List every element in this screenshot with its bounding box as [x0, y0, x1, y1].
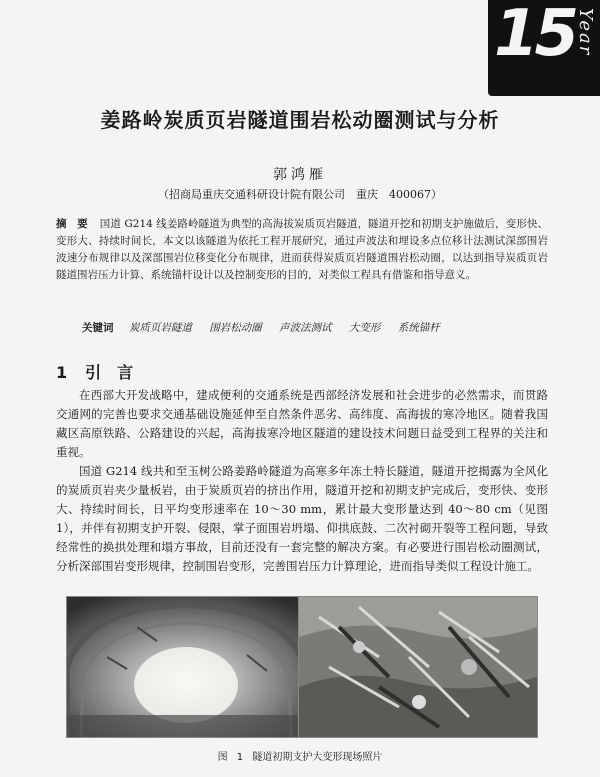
abstract-text: 国道 G214 线姜路岭隧道为典型的高海拔炭质页岩隧道，隧道开挖和初期支护施做后，变形快、变形大、持续时间长，本文以该隧道为依托工程开展研究，通过声波法和埋设多点位移计法测试深部围岩波速分布规律以及深部围岩位移变化分布规律，进而获得炭质页岩隧道围岩松动圈，以达到指导炭质页岩隧道围岩压力计算、系统锚杆设计以及控制变形的目的，对类似工程具有借鉴和指导意义。: [56, 218, 549, 281]
tunnel-arch-image: [67, 597, 305, 737]
abstract-label: 摘 要: [56, 218, 88, 230]
author-affiliation: （招商局重庆交通科研设计院有限公司 重庆 400067）: [158, 188, 442, 201]
keyword: 炭质页岩隧道: [128, 322, 192, 334]
figure-caption-text: 隧道初期支护大变形现场照片: [252, 752, 383, 763]
keyword: 围岩松动圈: [209, 322, 262, 334]
body-paragraph: 国道 G214 线共和至玉树公路姜路岭隧道为高寒多年冻土特长隧道，隧道开挖揭露为全风化的炭质页岩夹少量板岩，由于炭质页岩的挤出作用，隧道开挖和初期支护完成后，变形快、变形大、持续时间长，日平均变形速率在 10～30 mm，累计最大变形量达到 40～80 cm（见图1），并伴有初期支护开裂、侵限，掌子面围岩坍塌、仰拱底鼓、二次衬砌开裂等工程问题，导致经常性的换拱处理和塌方事故，目前还没有一套完整的解决方案。有必要进行围岩松动圈测试，分析深部围岩变形规律，控制围岩变形，完善围岩压力计算理论，进而指导类似工程设计施工。: [56, 464, 548, 573]
issue-number: 15: [494, 0, 576, 71]
journal-corner-tab: [488, 0, 600, 96]
tunnel-photo-right: [298, 596, 538, 738]
figure-caption: [0, 748, 600, 763]
deformation-image: [299, 597, 537, 737]
tunnel-photo-left: [66, 596, 306, 738]
abstract: [56, 216, 548, 284]
keywords-label: 关键词: [82, 322, 114, 334]
keyword: 声波法测试: [279, 322, 332, 334]
keyword: 大变形: [348, 322, 381, 334]
section-heading: [56, 360, 133, 383]
corner-word: Year: [575, 8, 596, 57]
keywords: [82, 320, 552, 337]
section-number: 1: [56, 363, 68, 382]
section-title: 引 言: [85, 363, 134, 382]
keyword: 系统锚杆: [397, 322, 440, 334]
body-paragraph: 在西部大开发战略中，建成便利的交通系统是西部经济发展和社会进步的必然需求，而贯路交通网的完善也要求交通基础设施延伸至自然条件恶劣、高纬度、高海拔的寒冷地区。随着我国藏区高原铁路、公路建设的兴起，高海拔寒冷地区隧道的建设技术问题日益受到工程界的关注和重视。: [56, 388, 548, 459]
author-name: 郭鸿雁: [273, 167, 327, 183]
figure-label: 图 1: [217, 752, 244, 763]
paper-title: 姜路岭炭质页岩隧道围岩松动圈测试与分析: [100, 108, 500, 132]
